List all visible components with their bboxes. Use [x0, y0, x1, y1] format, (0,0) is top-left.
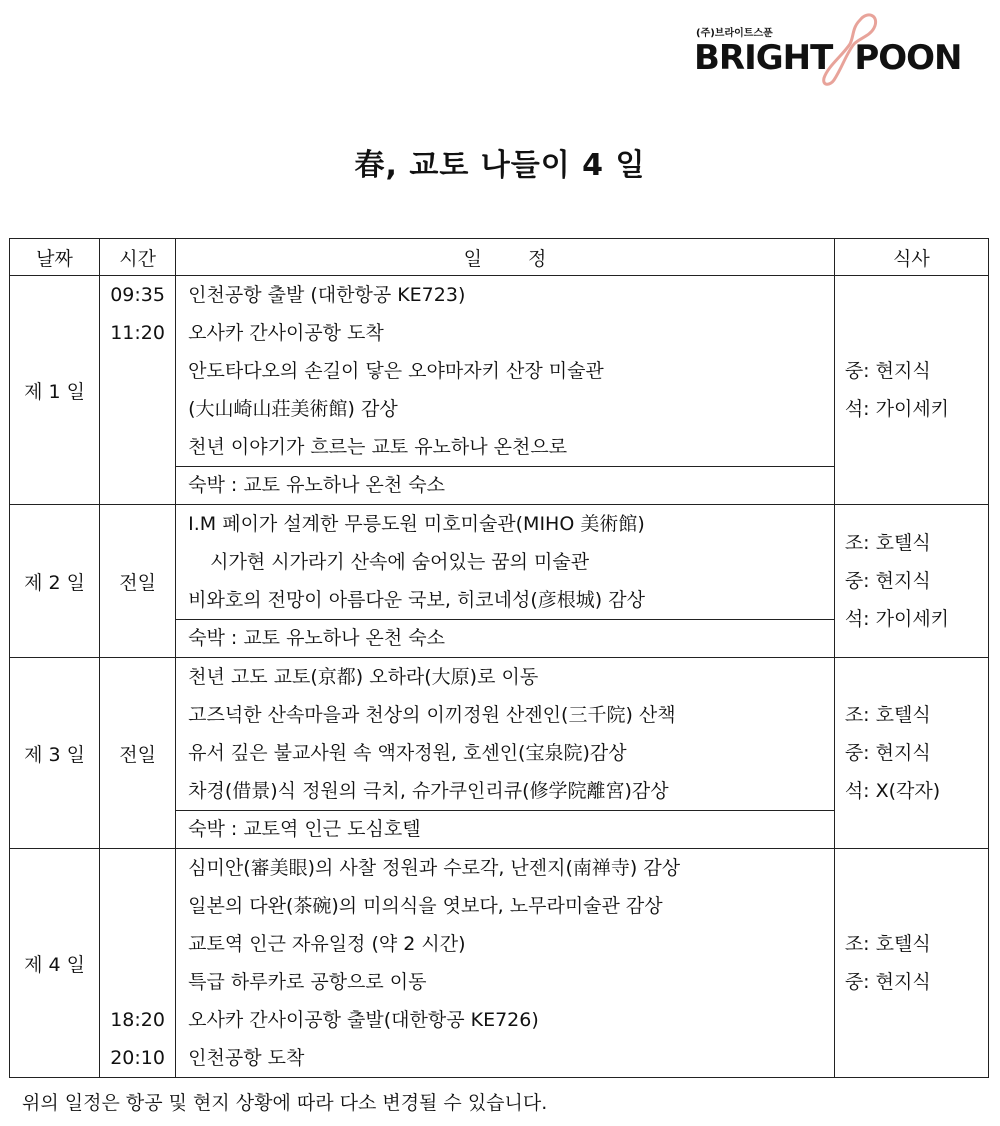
time-entry: [100, 963, 175, 1001]
meal-item: 석: X(각자): [844, 780, 941, 802]
plan-item: 유서 깊은 불교사원 속 액자정원, 호센인(宝泉院)감상: [188, 742, 627, 764]
time-entry: 11:20: [110, 322, 165, 344]
plan-item: [176, 543, 834, 581]
day-label: 제 1 일: [10, 276, 100, 505]
table-row: [10, 849, 989, 1078]
day-label: 제 3 일: [10, 658, 100, 849]
time-entry: 18:20: [110, 1009, 165, 1031]
footnote: 위의 일정은 항공 및 현지 상황에 따라 다소 변경될 수 있습니다.: [22, 1092, 548, 1114]
stay-cell: 숙박 : 교토 유노하나 온천 숙소: [176, 467, 835, 505]
time-entry: 09:35: [110, 284, 165, 306]
page-title: 春, 교토 나들이 4 일: [354, 148, 646, 183]
day-label: 제 2 일: [10, 505, 100, 658]
time-entry: 20:10: [110, 1047, 165, 1069]
meal-item: 중: 현지식: [844, 971, 931, 993]
plan-item: 천년 이야기가 흐르는 교토 유노하나 온천으로: [188, 436, 568, 458]
plan-item: 심미안(審美眼)의 사찰 정원과 수로각, 난젠지(南禅寺) 감상: [188, 857, 681, 879]
plan-item: 일본의 다완(茶碗)의 미의식을 엿보다, 노무라미술관 감상: [188, 895, 663, 917]
plan-cell: [176, 505, 835, 620]
meal-cell: [834, 658, 988, 849]
plan-item: 인천공항 출발 (대한항공 KE723): [188, 284, 466, 306]
table-row: [10, 276, 989, 467]
time-entry: [100, 925, 175, 963]
header-schedule: 일 정: [176, 239, 835, 276]
header-time: 시간: [100, 239, 176, 276]
schedule-table: [9, 238, 989, 1078]
plan-item: 비와호의 전망이 아름다운 국보, 히코네성(彦根城) 감상: [188, 589, 645, 611]
time-entry: [100, 849, 175, 887]
table-header-row: [10, 239, 989, 276]
plan-cell: [176, 849, 835, 1078]
time-cell: 전일: [100, 658, 176, 849]
stay-cell: 숙박 : 교토 유노하나 온천 숙소: [176, 620, 835, 658]
time-cell: [100, 276, 176, 505]
brand-logo: [694, 8, 964, 88]
plan-item: 오사카 간사이공항 도착: [188, 322, 384, 344]
brand-wordmark-left: BRIGHT: [694, 38, 833, 78]
meal-item: 중: 현지식: [844, 570, 931, 592]
plan-item: 고즈넉한 산속마을과 천상의 이끼정원 산젠인(三千院) 산책: [188, 704, 676, 726]
plan-item: 오사카 간사이공항 출발(대한항공 KE726): [188, 1009, 539, 1031]
plan-cell: [176, 276, 835, 467]
time-cell: [100, 849, 176, 1078]
brand-company-name: (주)브라이트스푼: [696, 28, 773, 39]
meal-cell: [834, 505, 988, 658]
time-entry: [100, 887, 175, 925]
brand-wordmark: [694, 38, 962, 78]
day-label: 제 4 일: [10, 849, 100, 1078]
header-date: 날짜: [10, 239, 100, 276]
plan-item: 인천공항 도착: [188, 1047, 305, 1069]
plan-item-text: 시가현 시가라기 산속에 숨어있는 꿈의 미술관: [210, 551, 590, 573]
plan-item: I.M 페이가 설계한 무릉도원 미호미술관(MIHO 美術館): [188, 513, 645, 535]
meal-item: 중: 현지식: [844, 360, 931, 382]
time-cell: 전일: [100, 505, 176, 658]
stay-cell: 숙박 : 교토역 인근 도심호텔: [176, 811, 835, 849]
table-row: [10, 658, 989, 811]
meal-item: 조: 호텔식: [844, 704, 931, 726]
meal-item: 석: 가이세키: [844, 608, 950, 630]
meal-item: 석: 가이세키: [844, 398, 950, 420]
meal-item: 조: 호텔식: [844, 933, 931, 955]
meal-item: 조: 호텔식: [844, 532, 931, 554]
plan-item: 특급 하루카로 공항으로 이동: [188, 971, 427, 993]
meal-item: 중: 현지식: [844, 742, 931, 764]
plan-cell: [176, 658, 835, 811]
plan-item: 교토역 인근 자유일정 (약 2 시간): [188, 933, 466, 955]
meal-cell: [834, 849, 988, 1078]
plan-item: (大山崎山荘美術館) 감상: [188, 398, 398, 420]
header-meal: 식사: [834, 239, 988, 276]
brand-wordmark-right: POON: [854, 38, 962, 78]
plan-item: 차경(借景)식 정원의 극치, 슈가쿠인리큐(修学院離宮)감상: [188, 780, 669, 802]
meal-cell: [834, 276, 988, 505]
table-row: [10, 505, 989, 620]
plan-item: 안도타다오의 손길이 닿은 오야마자키 산장 미술관: [188, 360, 604, 382]
plan-item: 천년 고도 교토(京都) 오하라(大原)로 이동: [188, 666, 539, 688]
